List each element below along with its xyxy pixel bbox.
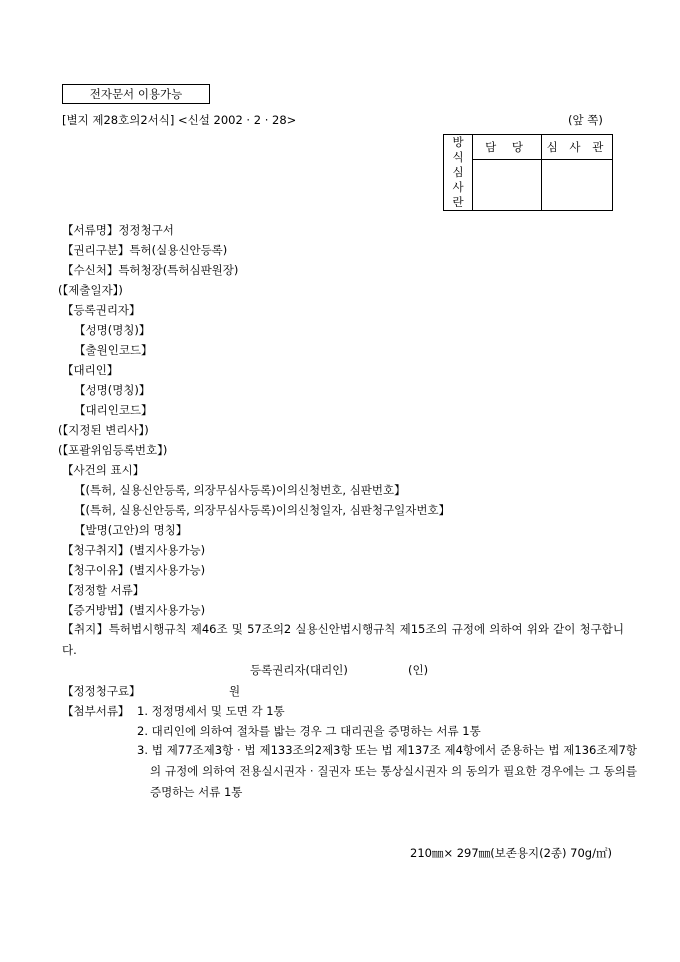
- field-right-type: 【권리구분】특허(실용신안등록): [62, 243, 228, 257]
- fee-unit: 원: [229, 684, 241, 698]
- field-documents-to-correct: 【정정할 서류】: [62, 583, 145, 597]
- attachment-item: 2. 대리인에 의하여 절차를 밟는 경우 그 대리권을 증명하는 서류 1통: [137, 724, 481, 738]
- field-claim-purport: 【청구취지】(별지사용가능): [62, 543, 206, 557]
- approval-col-staff: 담 당: [473, 135, 542, 160]
- fee-label: 【정정청구료】: [62, 684, 141, 698]
- field-invention-title: 【발명(고안)의 명칭】: [74, 523, 188, 537]
- form-reference: [별지 제28호의2서식] <신설 2002 · 2 · 28>: [62, 113, 297, 127]
- approval-side-label: 방 식 심 사 란: [444, 135, 473, 211]
- field-opposition-number: 【(특허, 실용신안등록, 의장무심사등록)이의신청번호, 심판번호】: [74, 483, 406, 497]
- attachment-item: 1. 정정명세서 및 도면 각 1통: [137, 704, 285, 718]
- approval-box: [443, 134, 613, 211]
- field-submission-date: (【제출일자】): [58, 283, 123, 297]
- electronic-document-badge: 전자문서 이용가능: [62, 84, 210, 104]
- field-evidence: 【증거방법】(별지사용가능): [62, 603, 206, 617]
- signature-label: 등록권리자(대리인): [250, 663, 348, 677]
- field-agent-name: 【성명(명칭)】: [74, 383, 151, 397]
- field-document-name: 【서류명】정정청구서: [62, 223, 174, 237]
- approval-cell-examiner: [542, 160, 613, 211]
- field-agent-code: 【대리인코드】: [74, 403, 153, 417]
- field-opposition-date: 【(특허, 실용신안등록, 의장무심사등록)이의신청일자, 심판청구일자번호】: [74, 503, 451, 517]
- field-registered-right-holder: 【등록권리자】: [62, 303, 141, 317]
- field-case-indication: 【사건의 표시】: [62, 463, 145, 477]
- field-applicant-code: 【출원인코드】: [74, 343, 153, 357]
- attachments-label: 【첨부서류】: [62, 704, 130, 718]
- field-recipient: 【수신처】특허청장(특허심판원장): [62, 263, 239, 277]
- field-claim-reason: 【청구이유】(별지사용가능): [62, 563, 206, 577]
- field-general-power-number: (【포괄위임등록번호】): [58, 443, 168, 457]
- field-agent: 【대리인】: [62, 363, 119, 377]
- page-side-label: (앞 쪽): [568, 113, 603, 127]
- field-holder-name: 【성명(명칭)】: [74, 323, 151, 337]
- field-designated-attorney: (【지정된 변리사】): [58, 423, 149, 437]
- attachment-item: 3. 법 제77조제3항 · 법 제133조의2제3항 또는 법 제137조 제4항에서 준용하는 법 제136조제7항의 규정에 의하여 전용실시권자 · 질권자 또는 통상실시권자 의 동의가 필요한 경우에는 그 동의를 증명하는 서류 1통: [137, 743, 637, 799]
- approval-col-examiner: 심 사 관: [542, 135, 613, 160]
- purpose-statement: 【취지】특허법시행규칙 제46조 및 57조의2 실용신안법시행규칙 제15조의 규정에 의하여 위와 같이 청구합니다.: [62, 622, 624, 657]
- signature-seal: (인): [408, 663, 429, 677]
- approval-cell-staff: [473, 160, 542, 211]
- paper-spec-footer: 210㎜× 297㎜(보존용지(2종) 70g/㎡): [410, 846, 612, 860]
